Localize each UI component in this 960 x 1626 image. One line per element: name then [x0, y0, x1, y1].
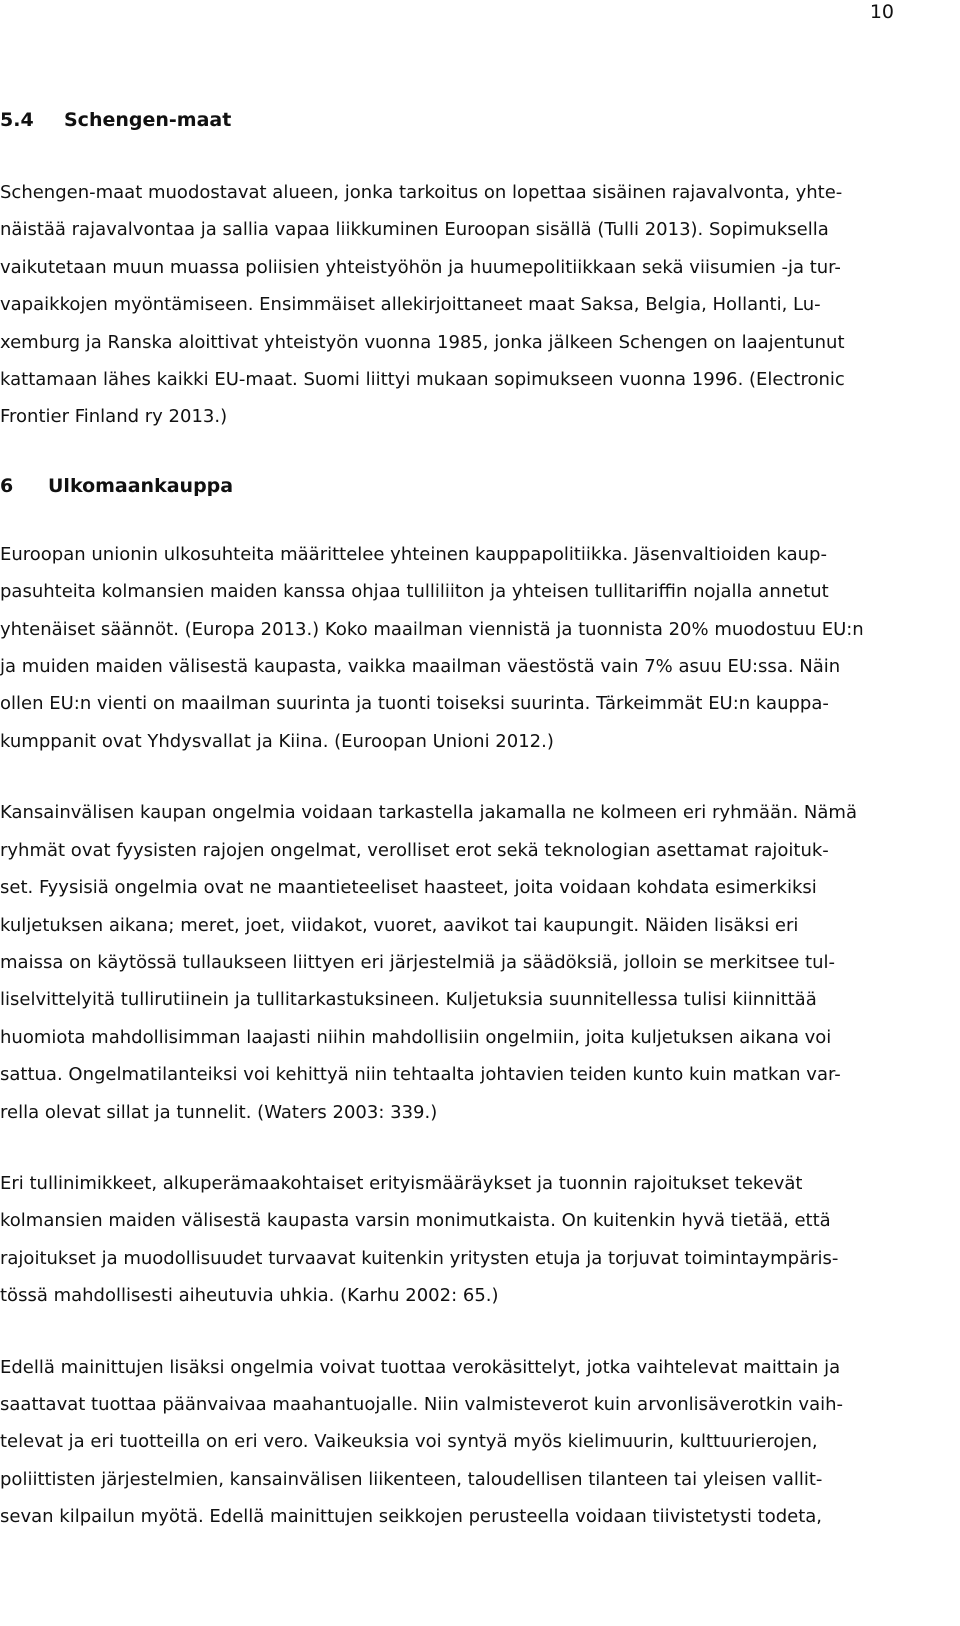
paragraph-customs-rules — [0, 1165, 930, 1315]
paragraph-trade-problems — [0, 794, 930, 1131]
text-line: huomiota mahdollisimman laajasti niihin mahdollisiin ongelmiin, joita kuljetuksen aikana voi — [0, 1026, 832, 1048]
text-line: ryhmät ovat fyysisten rajojen ongelmat, verolliset erot sekä teknologian asettamat rajoituk- — [0, 839, 829, 861]
section-heading-5-4 — [0, 100, 960, 140]
text-line: rajoitukset ja muodollisuudet turvaavat kuitenkin yritysten etuja ja torjuvat toimintaympäris- — [0, 1247, 839, 1269]
text-line: pasuhteita kolmansien maiden kanssa ohjaa tulliliiton ja yhteisen tullitariffin nojalla annetut — [0, 581, 829, 603]
section-number: 6 — [0, 474, 14, 497]
section-title: Schengen-maat — [64, 109, 232, 131]
text-line: ollen EU:n vienti on maailman suurinta ja tuonti toiseksi suurinta. Tärkeimmät EU:n kauppa- — [0, 693, 829, 715]
text-line: liselvittelyitä tullirutiinein ja tullitarkastuksineen. Kuljetuksia suunnitellessa tulisi kiinnittää — [0, 989, 817, 1011]
text-line: yhtenäiset säännöt. (Europa 2013.) Koko maailman viennistä ja tuonnista 20% muodostuu EU:n — [0, 618, 864, 640]
text-line: vaikutetaan muun muassa poliisien yhteistyöhön ja huumepolitiikkaan sekä viisumien -ja tur- — [0, 256, 841, 278]
text-line: set. Fyysisiä ongelmia ovat ne maantieteeliset haasteet, joita voidaan kohdata esimerkiksi — [0, 877, 817, 899]
section-title: Ulkomaankauppa — [48, 474, 234, 497]
paragraph-trade-policy — [0, 536, 930, 760]
text-line: Euroopan unionin ulkosuhteita määrittelee yhteinen kauppapolitiikka. Jäsenvaltioiden kaup- — [0, 543, 827, 565]
text-line: maissa on käytössä tullaukseen liittyen eri järjestelmiä ja säädöksiä, jolloin se merkitsee tul- — [0, 951, 835, 973]
text-line: tössä mahdollisesti aiheutuvia uhkia. (Karhu 2002: 65.) — [0, 1285, 499, 1307]
text-line: Kansainvälisen kaupan ongelmia voidaan tarkastella jakamalla ne kolmeen eri ryhmään. Nämä — [0, 802, 857, 824]
text-line: Frontier Finland ry 2013.) — [0, 406, 228, 428]
text-line: sevan kilpailun myötä. Edellä mainittujen seikkojen perusteella voidaan tiivistetysti todeta, — [0, 1506, 823, 1528]
text-line: saattavat tuottaa päänvaivaa maahantuojalle. Niin valmisteverot kuin arvonlisäverotkin vaih- — [0, 1393, 844, 1415]
text-line: Eri tullinimikkeet, alkuperämaakohtaiset erityismääräykset ja tuonnin rajoitukset tekevät — [0, 1172, 803, 1194]
paragraph-taxation — [0, 1349, 930, 1536]
text-line: xemburg ja Ranska aloittivat yhteistyön vuonna 1985, jonka jälkeen Schengen on laajentunut — [0, 331, 845, 353]
text-line: televat ja eri tuotteilla on eri vero. Vaikeuksia voi syntyä myös kielimuurin, kulttuurierojen, — [0, 1431, 818, 1453]
text-line: vapaikkojen myöntämiseen. Ensimmäiset allekirjoittaneet maat Saksa, Belgia, Hollanti, Lu- — [0, 294, 821, 316]
section-heading-6 — [0, 466, 960, 506]
text-line: Edellä mainittujen lisäksi ongelmia voivat tuottaa verokäsittelyt, jotka vaihtelevat maittain ja — [0, 1356, 841, 1378]
text-line: ja muiden maiden välisestä kaupasta, vaikka maailman väestöstä vain 7% asuu EU:ssa. Näin — [0, 656, 841, 678]
text-line: poliittisten järjestelmien, kansainvälisen liikenteen, taloudellisen tilanteen tai yleisen vallit- — [0, 1468, 823, 1490]
text-line: Schengen-maat muodostavat alueen, jonka tarkoitus on lopettaa sisäinen rajavalvonta, yhte- — [0, 182, 843, 203]
page-number: 10 — [869, 1, 894, 23]
text-line: kumppanit ovat Yhdysvallat ja Kiina. (Euroopan Unioni 2012.) — [0, 730, 554, 752]
page-body — [0, 100, 960, 1536]
text-line: kattamaan lähes kaikki EU-maat. Suomi liittyi mukaan sopimukseen vuonna 1996. (Electronic — [0, 369, 845, 391]
section-number: 5.4 — [0, 109, 34, 131]
text-line: sattua. Ongelmatilanteiksi voi kehittyä niin tehtaalta johtavien teiden kunto kuin matkan var- — [0, 1064, 841, 1086]
text-line: kolmansien maiden välisestä kaupasta varsin monimutkaista. On kuitenkin hyvä tietää, että — [0, 1210, 831, 1232]
text-line: kuljetuksen aikana; meret, joet, viidakot, vuoret, aavikot tai kaupungit. Näiden lisäksi eri — [0, 914, 799, 936]
paragraph-schengen — [0, 174, 930, 436]
text-line: näistää rajavalvontaa ja sallia vapaa liikkuminen Euroopan sisällä (Tulli 2013). Sopimuksella — [0, 219, 829, 241]
text-line: rella olevat sillat ja tunnelit. (Waters 2003: 339.) — [0, 1101, 438, 1123]
